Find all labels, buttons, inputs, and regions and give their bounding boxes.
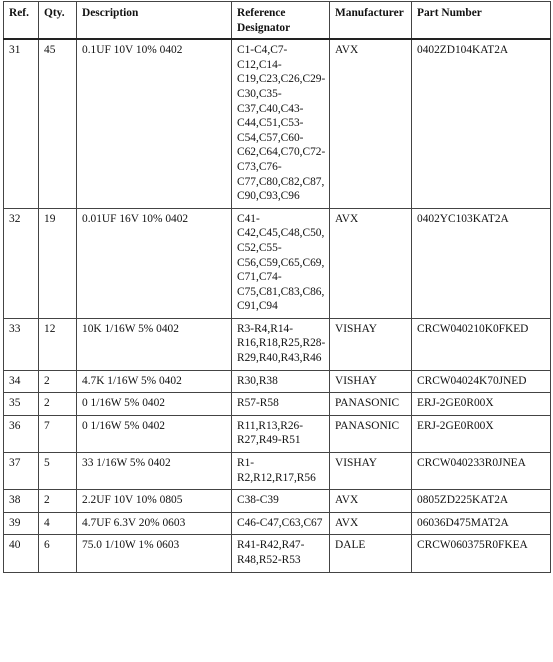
cell-qty: 2	[39, 490, 77, 513]
header-qty: Qty.	[39, 2, 77, 40]
cell-manufacturer: AVX	[330, 39, 412, 208]
cell-description: 0 1/16W 5% 0402	[77, 393, 232, 416]
cell-manufacturer: VISHAY	[330, 318, 412, 370]
cell-manufacturer: PANASONIC	[330, 415, 412, 452]
cell-ref: 37	[4, 453, 39, 490]
cell-qty: 2	[39, 393, 77, 416]
cell-part-number: ERJ-2GE0R00X	[412, 415, 551, 452]
cell-reference-designator: C46-C47,C63,C67	[232, 512, 330, 535]
cell-reference-designator: C1-C4,C7-C12,C14-C19,C23,C26,C29-C30,C35-C37,C40,C43-C44,C51,C53-C54,C57,C60-C62,C64,C70,C72-C73,C76-C77,C80,C82,C87,C90,C93,C96	[232, 39, 330, 208]
cell-ref: 31	[4, 39, 39, 208]
cell-reference-designator: R41-R42,R47-R48,R52-R53	[232, 535, 330, 572]
table-row	[4, 512, 551, 535]
table-row	[4, 490, 551, 513]
table-row	[4, 393, 551, 416]
header-manufacturer: Manufacturer	[330, 2, 412, 40]
cell-ref: 39	[4, 512, 39, 535]
cell-part-number: 06036D475MAT2A	[412, 512, 551, 535]
cell-ref: 36	[4, 415, 39, 452]
cell-description: 4.7K 1/16W 5% 0402	[77, 370, 232, 393]
cell-manufacturer: VISHAY	[330, 453, 412, 490]
bom-table	[3, 1, 551, 573]
cell-qty: 6	[39, 535, 77, 572]
cell-qty: 19	[39, 208, 77, 318]
cell-part-number: CRCW040210K0FKED	[412, 318, 551, 370]
cell-ref: 33	[4, 318, 39, 370]
cell-description: 75.0 1/10W 1% 0603	[77, 535, 232, 572]
bom-table-body	[4, 39, 551, 572]
cell-manufacturer: VISHAY	[330, 370, 412, 393]
cell-manufacturer: AVX	[330, 512, 412, 535]
cell-reference-designator: R57-R58	[232, 393, 330, 416]
header-description: Description	[77, 2, 232, 40]
table-row	[4, 535, 551, 572]
cell-ref: 40	[4, 535, 39, 572]
cell-reference-designator: C38-C39	[232, 490, 330, 513]
cell-description: 4.7UF 6.3V 20% 0603	[77, 512, 232, 535]
cell-qty: 7	[39, 415, 77, 452]
cell-ref: 38	[4, 490, 39, 513]
header-part-number: Part Number	[412, 2, 551, 40]
cell-qty: 45	[39, 39, 77, 208]
cell-part-number: CRCW040233R0JNEA	[412, 453, 551, 490]
cell-reference-designator: C41-C42,C45,C48,C50,C52,C55-C56,C59,C65,C69,C71,C74-C75,C81,C83,C86,C91,C94	[232, 208, 330, 318]
cell-description: 0 1/16W 5% 0402	[77, 415, 232, 452]
cell-description: 0.1UF 10V 10% 0402	[77, 39, 232, 208]
header-row	[4, 2, 551, 40]
cell-qty: 5	[39, 453, 77, 490]
cell-part-number: 0805ZD225KAT2A	[412, 490, 551, 513]
cell-manufacturer: AVX	[330, 490, 412, 513]
cell-part-number: CRCW060375R0FKEA	[412, 535, 551, 572]
cell-part-number: 0402YC103KAT2A	[412, 208, 551, 318]
cell-ref: 35	[4, 393, 39, 416]
table-row	[4, 415, 551, 452]
cell-description: 33 1/16W 5% 0402	[77, 453, 232, 490]
table-row	[4, 318, 551, 370]
cell-description: 0.01UF 16V 10% 0402	[77, 208, 232, 318]
cell-reference-designator: R11,R13,R26-R27,R49-R51	[232, 415, 330, 452]
cell-reference-designator: R30,R38	[232, 370, 330, 393]
header-ref: Ref.	[4, 2, 39, 40]
cell-manufacturer: AVX	[330, 208, 412, 318]
table-row	[4, 453, 551, 490]
cell-qty: 4	[39, 512, 77, 535]
cell-description: 2.2UF 10V 10% 0805	[77, 490, 232, 513]
table-row	[4, 208, 551, 318]
cell-ref: 34	[4, 370, 39, 393]
cell-description: 10K 1/16W 5% 0402	[77, 318, 232, 370]
cell-reference-designator: R3-R4,R14-R16,R18,R25,R28-R29,R40,R43,R46	[232, 318, 330, 370]
header-reference-designator: Reference Designator	[232, 2, 330, 40]
bom-table-header	[4, 2, 551, 40]
cell-reference-designator: R1-R2,R12,R17,R56	[232, 453, 330, 490]
cell-part-number: CRCW04024K70JNED	[412, 370, 551, 393]
cell-part-number: 0402ZD104KAT2A	[412, 39, 551, 208]
table-row	[4, 39, 551, 208]
cell-qty: 12	[39, 318, 77, 370]
cell-qty: 2	[39, 370, 77, 393]
table-row	[4, 370, 551, 393]
cell-manufacturer: PANASONIC	[330, 393, 412, 416]
cell-part-number: ERJ-2GE0R00X	[412, 393, 551, 416]
cell-ref: 32	[4, 208, 39, 318]
cell-manufacturer: DALE	[330, 535, 412, 572]
